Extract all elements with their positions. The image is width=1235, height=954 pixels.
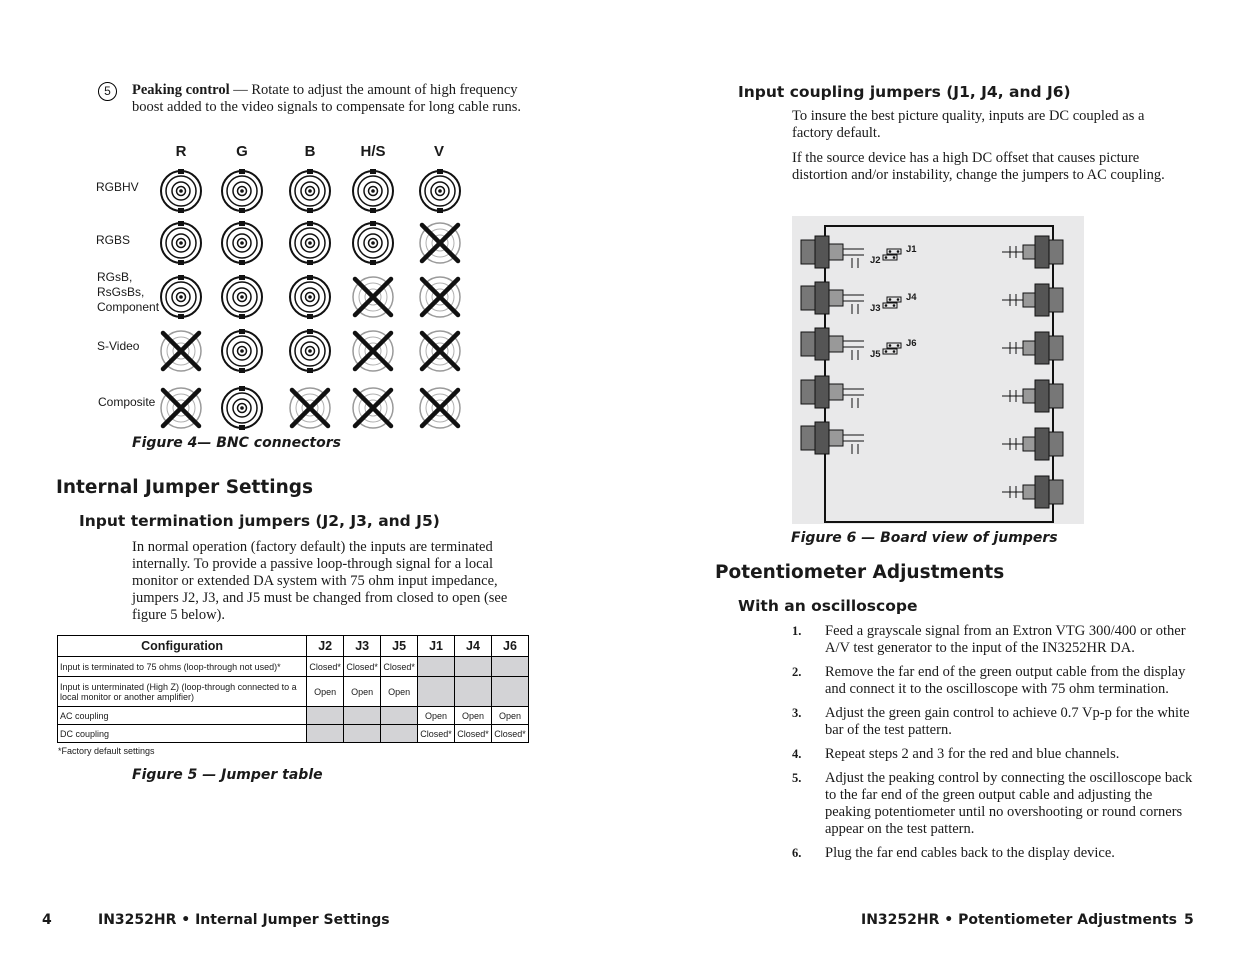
table-cell: AC coupling — [58, 707, 307, 725]
procedure-steps — [792, 623, 1194, 869]
bnc-connector-icon — [222, 221, 262, 265]
board-figure — [792, 216, 1084, 524]
board-output-connector-icon — [1002, 236, 1063, 268]
bnc-connector-icon — [353, 169, 393, 213]
table-cell-empty — [344, 725, 381, 743]
bnc-connector-unused-icon — [353, 277, 393, 317]
list-item — [792, 623, 1194, 657]
table-cell: Open — [491, 707, 528, 725]
table-cell-empty — [307, 725, 344, 743]
step-text: Plug the far end cables back to the display device. — [825, 845, 1115, 861]
step-number: 6. — [792, 846, 802, 860]
board-label-j1: J1 — [906, 244, 917, 255]
bnc-connector-icon — [353, 221, 393, 265]
jumper-pair-icon — [883, 297, 901, 308]
bnc-row-label-svideo: S-Video — [97, 339, 140, 353]
table-header: J6 — [491, 636, 528, 657]
step-number: 2. — [792, 665, 802, 679]
jumper-pair-icon — [883, 249, 901, 260]
board-output-connector-icon — [1002, 332, 1063, 364]
bnc-connector-unused-icon — [353, 388, 393, 428]
table-header: J3 — [344, 636, 381, 657]
bnc-row-label-rgbhv: RGBHV — [96, 180, 139, 194]
table-cell: Open — [455, 707, 492, 725]
table-cell-empty — [307, 707, 344, 725]
board-label-j5: J5 — [870, 349, 881, 360]
termination-paragraph: In normal operation (factory default) the inputs are terminated internally. To provide a passive loop-through signal for a local monitor or extended DA system with 75 ohm input impedance, jumpers J2, J3, and J5 must be changed from closed to open (see figure 5 below). — [132, 539, 508, 623]
section-title-potentiometer: Potentiometer Adjustments — [715, 562, 1005, 583]
bnc-col-hs: H/S — [360, 143, 386, 160]
bnc-connector-icon — [290, 329, 330, 373]
bnc-row-label-component: RGsB, RsGsBs, Component — [97, 270, 160, 314]
jumper-pair-icon — [883, 343, 901, 354]
bnc-connector-grid — [150, 160, 470, 440]
table-cell: Closed* — [418, 725, 455, 743]
bnc-col-r: R — [175, 143, 187, 160]
coupling-paragraph-1: To insure the best picture quality, inputs are DC coupled as a factory default. — [792, 108, 1145, 141]
step-text: Adjust the peaking control by connecting the oscilloscope back to the far end of the green output cable and adjusting the peaking potentiometer until no overshooting or round corners appear on the test pattern. — [825, 770, 1193, 837]
table-row — [58, 707, 529, 725]
table-cell: Open — [344, 677, 381, 707]
bnc-connector-unused-icon — [420, 331, 460, 371]
board-input-connector-icon — [801, 282, 864, 314]
bnc-connector-unused-icon — [290, 388, 330, 428]
table-cell: Input is terminated to 75 ohms (loop-through not used)* — [58, 657, 307, 677]
item-number: 5 — [104, 84, 111, 98]
list-item — [792, 746, 1194, 763]
section-title-internal-jumper: Internal Jumper Settings — [56, 477, 314, 498]
board-output-connector-icon — [1002, 476, 1063, 508]
board-output-connector-icon — [1002, 428, 1063, 460]
list-item — [792, 770, 1194, 838]
table-cell: Closed* — [307, 657, 344, 677]
table-header: J1 — [418, 636, 455, 657]
footer-left-text: IN3252HR • Internal Jumper Settings — [98, 912, 390, 928]
step-number: 4. — [792, 747, 802, 761]
bnc-connector-icon — [161, 221, 201, 265]
bnc-connector-icon — [222, 275, 262, 319]
table-cell: Closed* — [455, 725, 492, 743]
bnc-connector-unused-icon — [420, 388, 460, 428]
bnc-connector-icon — [222, 386, 262, 430]
table-cell-empty — [344, 707, 381, 725]
list-item — [792, 664, 1194, 698]
bnc-connector-unused-icon — [420, 277, 460, 317]
coupling-paragraph-2: If the source device has a high DC offset that causes picture distortion and/or instability, change the jumpers to AC coupling. — [792, 150, 1165, 183]
bnc-connector-unused-icon — [161, 331, 201, 371]
board-output-connector-icon — [1002, 380, 1063, 412]
bnc-connector-unused-icon — [420, 223, 460, 263]
bnc-connector-unused-icon — [161, 388, 201, 428]
table-cell-empty — [455, 677, 492, 707]
bnc-col-b: B — [304, 143, 316, 160]
table-header: J4 — [455, 636, 492, 657]
table-row — [58, 725, 529, 743]
peaking-control-term: Peaking control — [132, 82, 230, 98]
table-cell-empty — [455, 657, 492, 677]
bnc-connector-icon — [161, 275, 201, 319]
bnc-connector-unused-icon — [353, 331, 393, 371]
table-cell-empty — [491, 657, 528, 677]
step-number: 5. — [792, 771, 802, 785]
table-cell: Input is unterminated (High Z) (loop-through connected to a local monitor or another amplifier) — [58, 677, 307, 707]
table-cell: Open — [307, 677, 344, 707]
bnc-connector-icon — [222, 169, 262, 213]
board-output-connector-icon — [1002, 284, 1063, 316]
board-input-connector-icon — [801, 328, 864, 360]
bnc-connector-icon — [290, 169, 330, 213]
subsection-title-termination: Input termination jumpers (J2, J3, and J5) — [79, 512, 440, 530]
figure-6-caption: Figure 6 — Board view of jumpers — [791, 530, 1058, 546]
table-footnote: *Factory default settings — [58, 746, 155, 756]
table-cell: Open — [418, 707, 455, 725]
item-number-badge — [98, 82, 117, 101]
table-cell-empty — [381, 707, 418, 725]
step-text: Remove the far end of the green output cable from the display and connect it to the oscilloscope with 75 ohm termination. — [825, 664, 1186, 697]
bnc-connector-icon — [290, 275, 330, 319]
table-cell: Closed* — [344, 657, 381, 677]
page-number-right: 5 — [1184, 912, 1194, 928]
footer-right-text: IN3252HR • Potentiometer Adjustments — [861, 912, 1177, 928]
table-header: J2 — [307, 636, 344, 657]
table-cell-empty — [381, 725, 418, 743]
bnc-connector-icon — [420, 169, 460, 213]
board-input-connector-icon — [801, 236, 864, 268]
list-item — [792, 705, 1194, 739]
page-number-left: 4 — [42, 912, 52, 928]
table-header-row — [58, 636, 529, 657]
bnc-col-v: V — [433, 143, 444, 160]
bnc-row-label-rgbs: RGBS — [96, 233, 131, 247]
step-text: Adjust the green gain control to achieve 0.7 Vp-p for the white bar of the test pattern. — [825, 705, 1190, 738]
subsection-title-oscilloscope: With an oscilloscope — [738, 597, 918, 615]
board-label-j2: J2 — [870, 255, 881, 266]
table-cell-empty — [491, 677, 528, 707]
table-row — [58, 677, 529, 707]
bnc-row-label-composite: Composite — [98, 395, 156, 409]
table-cell: Closed* — [491, 725, 528, 743]
table-cell: Closed* — [381, 657, 418, 677]
board-label-j4: J4 — [906, 292, 917, 303]
board-input-connector-icon — [801, 422, 864, 454]
step-number: 1. — [792, 624, 802, 638]
figure-4-caption: Figure 4— BNC connectors — [132, 435, 341, 451]
subsection-title-coupling: Input coupling jumpers (J1, J4, and J6) — [738, 83, 1071, 101]
bnc-col-g: G — [236, 143, 248, 160]
board-label-j6: J6 — [906, 338, 917, 349]
table-header: Configuration — [58, 636, 307, 657]
peaking-control-paragraph — [132, 82, 527, 116]
table-header: J5 — [381, 636, 418, 657]
step-text: Feed a grayscale signal from an Extron VTG 300/400 or other A/V test generator to the input of the IN3252HR DA. — [825, 623, 1186, 656]
board-label-j3: J3 — [870, 303, 881, 314]
bnc-connector-icon — [222, 329, 262, 373]
peaking-control-text: — Rotate to adjust the amount of high frequency boost added to the video signals to compensate for long cable runs. — [132, 82, 521, 115]
table-cell: Open — [381, 677, 418, 707]
step-text: Repeat steps 2 and 3 for the red and blue channels. — [825, 746, 1120, 762]
bnc-connector-icon — [290, 221, 330, 265]
figure-5-caption: Figure 5 — Jumper table — [132, 767, 323, 783]
jumper-table — [57, 635, 529, 743]
board-input-connector-icon — [801, 376, 864, 408]
table-cell: DC coupling — [58, 725, 307, 743]
list-item — [792, 845, 1194, 862]
table-row — [58, 657, 529, 677]
board-outline — [825, 226, 1053, 522]
table-cell-empty — [418, 677, 455, 707]
table-cell-empty — [418, 657, 455, 677]
step-number: 3. — [792, 706, 802, 720]
bnc-connector-icon — [161, 169, 201, 213]
board-drawing — [792, 216, 1084, 524]
